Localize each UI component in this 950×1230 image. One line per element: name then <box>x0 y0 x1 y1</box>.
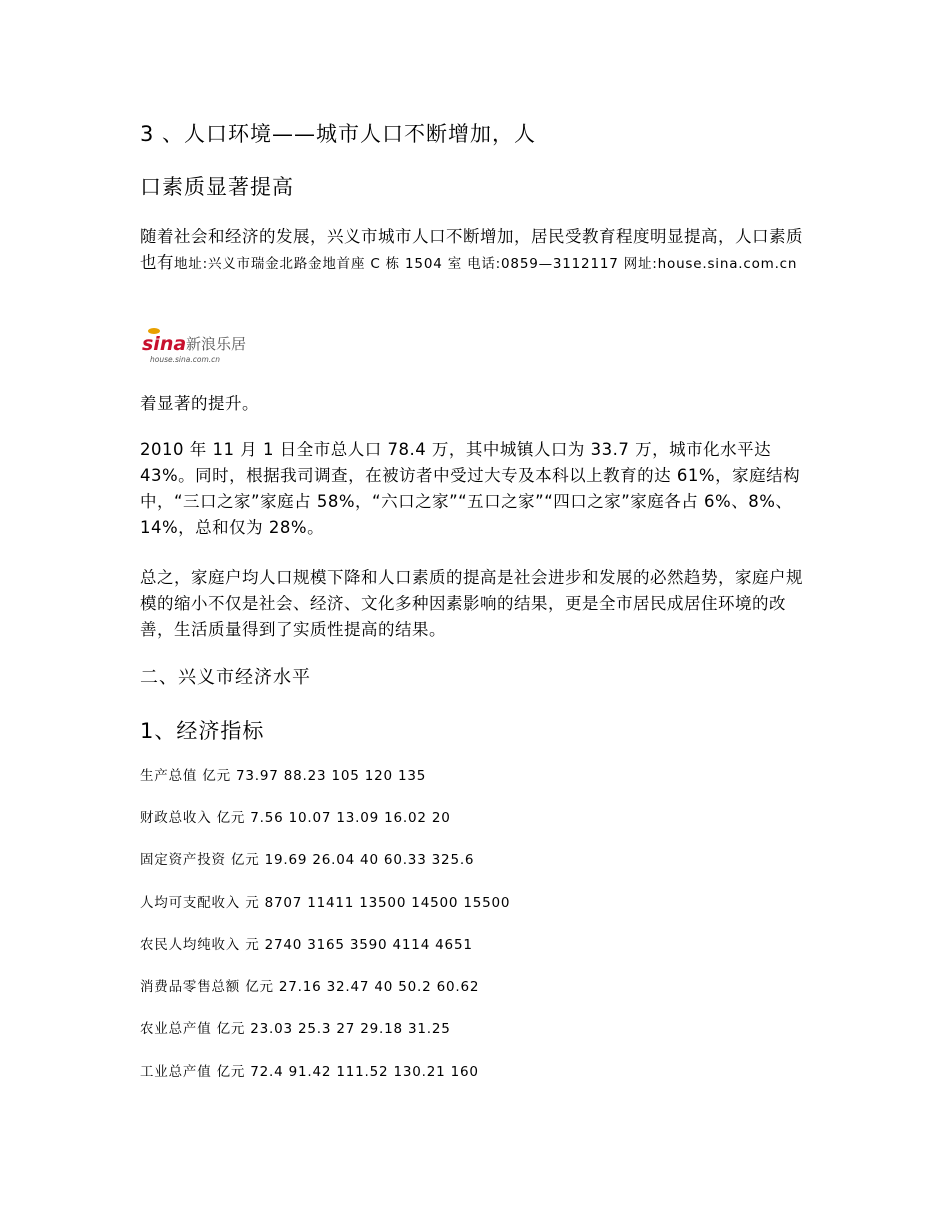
sina-leju-logo <box>140 322 256 366</box>
indicator-row: 农业总产值 亿元 23.03 25.3 27 29.18 31.25 <box>140 1021 451 1037</box>
section-title-line-2: 口素质显著提高 <box>140 175 294 199</box>
logo-name-text: 新浪乐居 <box>186 335 247 353</box>
intro-paragraph <box>140 224 810 277</box>
indicator-row: 固定资产投资 亿元 19.69 26.04 40 60.33 325.6 <box>140 852 475 868</box>
chapter-heading: 二、兴义市经济水平 <box>140 667 311 688</box>
indicator-row: 消费品零售总额 亿元 27.16 32.47 40 50.2 60.62 <box>140 979 480 995</box>
logo-brand-text: sina <box>142 333 187 355</box>
indicator-row: 人均可支配收入 元 8707 11411 13500 14500 15500 <box>140 895 511 911</box>
indicator-row: 农民人均纯收入 元 2740 3165 3590 4114 4651 <box>140 937 473 953</box>
intro-text: 随着社会和经济的发展，兴义市城市人口不断增加，居民受教育程度明显提高，人口素质也有 <box>140 227 803 272</box>
summary-paragraph: 总之，家庭户均人口规模下降和人口素质的提高是社会进步和发展的必然趋势，家庭户规模的缩小不仅是社会、经济、文化多种因素影响的结果，更是全市居民成居住环境的改善，生活质量得到了实质性提高的结果。 <box>140 568 803 639</box>
indicator-row: 工业总产值 亿元 72.4 91.42 111.52 130.21 160 <box>140 1064 479 1080</box>
continuation-text: 着显著的提升。 <box>140 394 259 413</box>
logo-url-text: house.sina.com.cn <box>150 355 221 364</box>
section-title-line-1: 3 、人口环境——城市人口不断增加，人 <box>140 122 537 146</box>
stats-paragraph: 2010 年 11 月 1 日全市总人口 78.4 万，其中城镇人口为 33.7 万，城市化水平达 43%。同时，根据我司调查，在被访者中受过大专及本科以上教育的达 61%，家庭结构中，“三口之家”家庭占 58%，“六口之家”“五口之家”“四口之家”家庭各占 6%、8%、14%，总和仅为 28%。 <box>140 440 801 537</box>
indicator-row: 财政总收入 亿元 7.56 10.07 13.09 16.02 20 <box>140 810 451 826</box>
indicator-row: 生产总值 亿元 73.97 88.23 105 120 135 <box>140 768 427 784</box>
contact-note: 地址:兴义市瑞金北路金地首座 C 栋 1504 室 电话:0859—3112117 网址:house.sina.com.cn <box>174 256 798 272</box>
subsection-heading: 1、经济指标 <box>140 719 265 743</box>
